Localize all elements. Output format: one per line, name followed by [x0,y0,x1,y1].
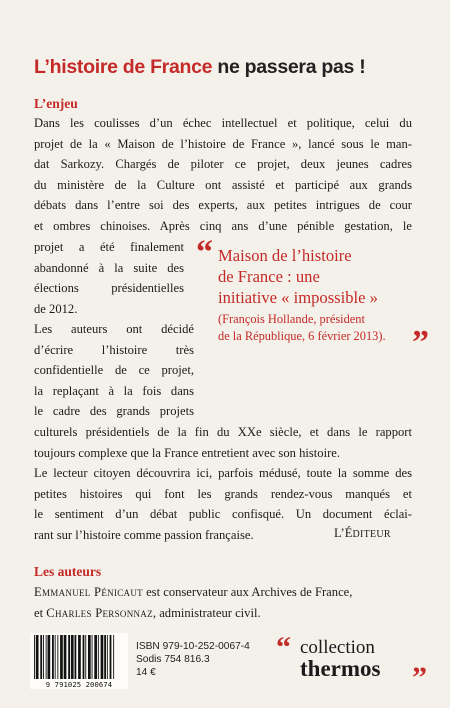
enjeu-paragraph-1 [34,113,412,237]
author-1-name: Emmanuel Pénicaut [34,585,143,599]
text-line: la replaçant à la fois dans [34,383,194,398]
enjeu-paragraph-2-continued [34,422,412,463]
title-red-part: L’histoire de France [34,56,213,78]
author-2-name: Charles Personnaz [46,605,153,620]
barcode-bar [107,635,108,679]
barcode-bar [113,635,114,679]
text-line: projet de la « Maison de l’histoire de France », lancé sous le man- [34,136,412,151]
enjeu-paragraph-2 [34,319,194,422]
isbn-block [136,640,250,679]
enjeu-heading: L’enjeu [34,96,78,111]
author-line-1 [34,582,434,603]
text-line: d’écrire l’histoire très [34,342,194,357]
collection-open-mark: “ [276,631,291,664]
text-line: le sentiment d’un débat public confisqué. Un document éclai- [34,507,412,522]
author-line-2 [34,603,434,624]
barcode-bar [98,635,99,679]
collection-close-mark: ” [412,661,427,694]
isbn-number: ISBN 979-10-252-0067-4 [136,641,250,652]
text-line: de 2012. [34,301,78,316]
enjeu-paragraph-1-continued [34,237,184,319]
text-line: confidentielle de ce projet, [34,363,194,378]
text-line: le cadre des grands projets [34,404,194,419]
barcode-bar [52,635,54,679]
text-line: Le lecteur citoyen découvrira ici, parfois médusé, toute la somme des [34,466,412,480]
barcode-bar [36,635,39,679]
text-line: projet a été finalement [34,240,184,254]
sodis-number: Sodis 754 816.3 [136,654,210,665]
signature-rest: DITEUR [352,529,391,540]
text-line: toujours complexe que la France entretient avec son histoire. [34,445,340,460]
barcode-bar [46,635,47,679]
barcode-bar [34,635,35,679]
barcode-bar [68,635,70,679]
collection-name: thermos [300,656,381,681]
barcode-digits: 9 791025 200674 [45,680,113,689]
barcode-bar [64,635,67,679]
editeur-signature [334,526,391,541]
barcode-bar [104,635,106,679]
barcode-bar [78,635,81,679]
quote-attribution [218,311,428,345]
barcode-bar [88,635,91,679]
text-line: du ministère de la Culture ont assisté et participé aux grands [34,177,412,192]
auteurs-heading: Les auteurs [34,564,102,579]
barcode-bar [43,635,44,679]
quote-open-mark: “ [196,234,213,271]
pull-quote [218,245,428,345]
barcode-bar [75,635,77,679]
barcode-bar [71,635,74,679]
barcode-bar [101,635,104,679]
barcode-bar [92,635,93,679]
cover-title [34,56,424,79]
quote-line: de France : une [218,267,320,286]
auteurs-text [34,582,434,623]
text-line: Les auteurs ont décidé [34,322,194,336]
quote-close-mark: ” [412,324,429,361]
text-line: rant sur l’histoire comme passion française. [34,527,254,542]
text-line: abandonné à la suite des [34,260,184,275]
author-2-role: , administrateur civil. [152,605,261,620]
price: 14 € [136,667,156,678]
barcode-bar [40,635,42,679]
barcode-bars [30,633,128,681]
collection-word: collection [300,637,375,658]
barcode-bar [94,635,97,679]
barcode-bar [85,635,86,679]
text-line: dat Sarkozy. Chargés de piloter ce projet, deux jeunes cadres [34,157,412,172]
barcode-bar [110,635,112,679]
author-2-prefix: et [34,605,47,620]
barcode-bar [83,635,85,679]
barcode-bar [55,635,56,679]
quote-attribution-line: (François Hollande, président [218,312,365,326]
quote-attribution-line: de la République, 6 février 2013). [218,329,386,343]
text-line: élections présidentielles [34,281,184,296]
barcode-bar [60,635,63,679]
author-1-role: est conservateur aux Archives de France, [142,585,353,599]
barcode-bar [48,635,51,679]
signature-initial: L’É [334,526,353,540]
quote-line: Maison de l’histoire [218,246,352,265]
text-line: culturels présidentiels de la fin du XXe siècle, et dans le rapport [34,425,412,439]
text-line: petites histoires qui font les grands rendez-vous manqués et [34,486,412,501]
barcode-bar [57,635,58,679]
quote-line: initiative « impossible » [218,288,378,307]
collection-logo [276,631,436,694]
title-black-part: ne passera pas ! [217,56,366,78]
text-line: et ombres chinoises. Après cinq ans d’une pénible gestation, le [34,218,412,233]
text-line: Dans les coulisses d’un échec intellectuel et politique, celui du [34,116,412,130]
text-line: débats dans l’entre soi des experts, aux petites intrigues de cour [34,198,412,213]
